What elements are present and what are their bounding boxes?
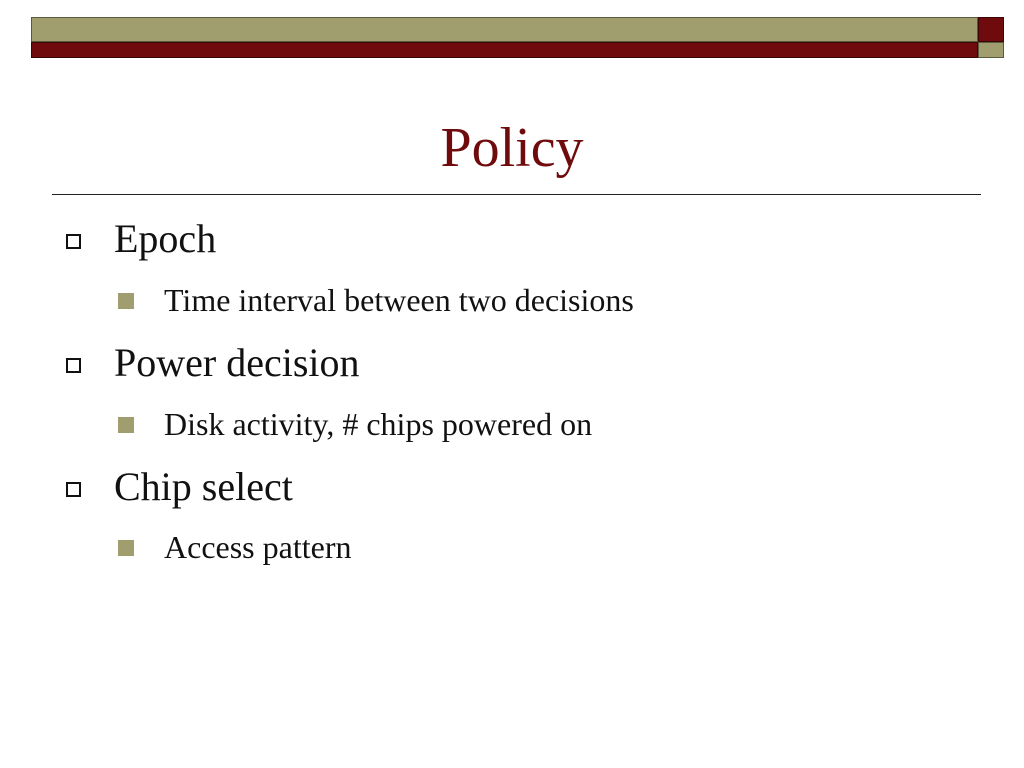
header-maroon-bar <box>31 42 978 58</box>
sub-bullet-item: Disk activity, # chips powered on <box>164 406 593 442</box>
hollow-square-bullet-icon <box>66 358 81 373</box>
header-olive-bar <box>31 17 978 42</box>
hollow-square-bullet-icon <box>66 482 81 497</box>
slide-title: Policy <box>440 117 584 179</box>
title-divider <box>52 194 981 195</box>
bullet-item: Chip select <box>114 464 293 509</box>
hollow-square-bullet-icon <box>66 234 81 249</box>
sub-bullet-item: Access pattern <box>164 529 352 565</box>
header-olive-square <box>978 42 1004 58</box>
filled-square-bullet-icon <box>118 540 134 556</box>
bullet-item: Epoch <box>114 216 217 261</box>
bullet-item: Power decision <box>114 340 360 385</box>
filled-square-bullet-icon <box>118 417 134 433</box>
filled-square-bullet-icon <box>118 293 134 309</box>
sub-bullet-item: Time interval between two decisions <box>164 282 634 318</box>
header-maroon-square <box>978 17 1004 42</box>
